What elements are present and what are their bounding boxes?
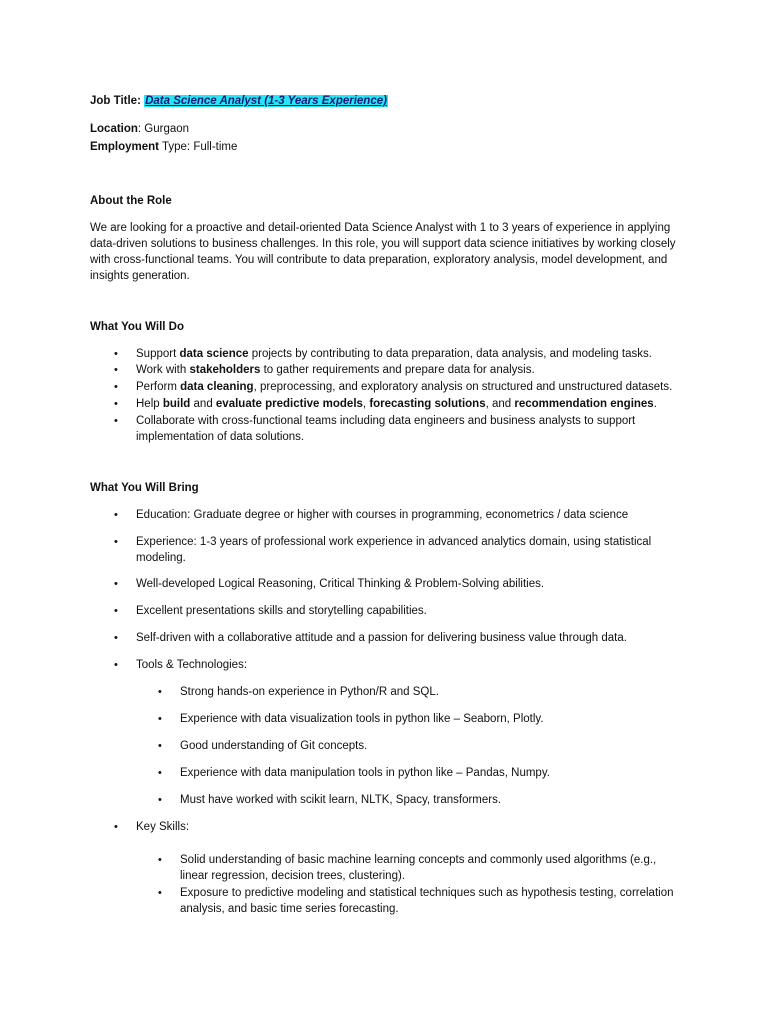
job-title-value: Data Science Analyst (1-3 Years Experience) — [145, 95, 387, 107]
bullet-icon: • — [114, 398, 118, 410]
bullet-icon: • — [158, 854, 162, 866]
document-page: Job Title: Data Science Analyst (1-3 Years Experience) Location: Gurgaon Employment Type: Full-time About the Role We are looking for a proactive and detail-oriented Data Science Analyst with 1 to 3 years of experience in applying data-driven solutions to business challenges. In this role, you will support data science initiatives by working closely with cross-functional teams. You will contribute to data preparation, exploratory analysis, model development, and insights generation. What You Will Do • Support data science projects by contributing to data preparation, data analysis, and modeling tasks. • Work with stakeholders to gather requirements and prepare data for analysis. • Perform data cleaning, preprocessing, and exploratory analysis on structured and unstructured datasets. • Help build and evaluate predictive models, forecasting solutions, and recommendation engines. • Collaborate with cross-functional teams including data engineers and business analysts to support implementation of data solutions. What You Will Bring • Education: Graduate degree or higher with courses in programming, econometrics / data science • Experience: 1-3 years of professional work experience in advanced analytics domain, using statistical modeling. • Well-developed Logical Reasoning, Critical Thinking & Problem-Solving abilities. • Excellent presentations skills and storytelling capabilities. • Self-driven with a collaborative attitude and a passion for delivering business value through data. • Tools & Technologies: • Strong hands-on experience in Python/R and SQL. • Experience with data visualization tools in python like – Seaborn, Plotly. • Good understanding of Git concepts. • Experience with data manipulation tools in python like – Pandas, Numpy. • Must have worked with scikit learn, NLTK, Spacy, transformers. • Key Skills: • Solid understanding of basic machine learning concepts and commonly used algorithms (e.g., linear regression, decision trees, clustering). • Exposure to predictive modeling and statistical techniques such as hypothesis testing, correlation analysis, and basic time series forecasting. — [0, 0, 768, 1024]
bullet-icon: • — [158, 794, 162, 806]
employment-line — [90, 139, 690, 155]
about-paragraph: We are looking for a proactive and detail-oriented Data Science Analyst with 1 to 3 years of experience in applying data-driven solutions to business challenges. In this role, you will support data science initiatives by working closely with cross-functional teams. You will contribute to data preparation, exploratory analysis, model development, and insights generation. — [90, 222, 676, 282]
bullet-icon: • — [158, 887, 162, 899]
bullet-icon: • — [114, 415, 118, 427]
bullet-icon: • — [114, 659, 118, 671]
location-label: Location — [90, 123, 138, 135]
bullet-icon: • — [114, 381, 118, 393]
bullet-icon: • — [158, 767, 162, 779]
bullet-icon: • — [158, 713, 162, 725]
job-title-line — [90, 93, 690, 109]
bullet-icon: • — [114, 578, 118, 590]
about-heading: About the Role — [90, 195, 172, 207]
employment-value: Type: Full-time — [159, 141, 238, 153]
bullet-icon: • — [158, 686, 162, 698]
bullet-icon: • — [114, 632, 118, 644]
bullet-icon: • — [114, 348, 118, 360]
job-title-label: Job Title: — [90, 95, 145, 107]
bullet-icon: • — [114, 605, 118, 617]
do-heading: What You Will Do — [90, 321, 185, 333]
location-line — [90, 121, 690, 137]
bullet-icon: • — [114, 509, 118, 521]
location-value: : Gurgaon — [137, 123, 190, 135]
bullet-icon: • — [114, 364, 118, 376]
bring-heading: What You Will Bring — [90, 482, 199, 494]
employment-label: Employment — [90, 141, 160, 153]
bullet-icon: • — [114, 536, 118, 548]
bullet-icon: • — [158, 740, 162, 752]
bullet-icon: • — [114, 821, 118, 833]
